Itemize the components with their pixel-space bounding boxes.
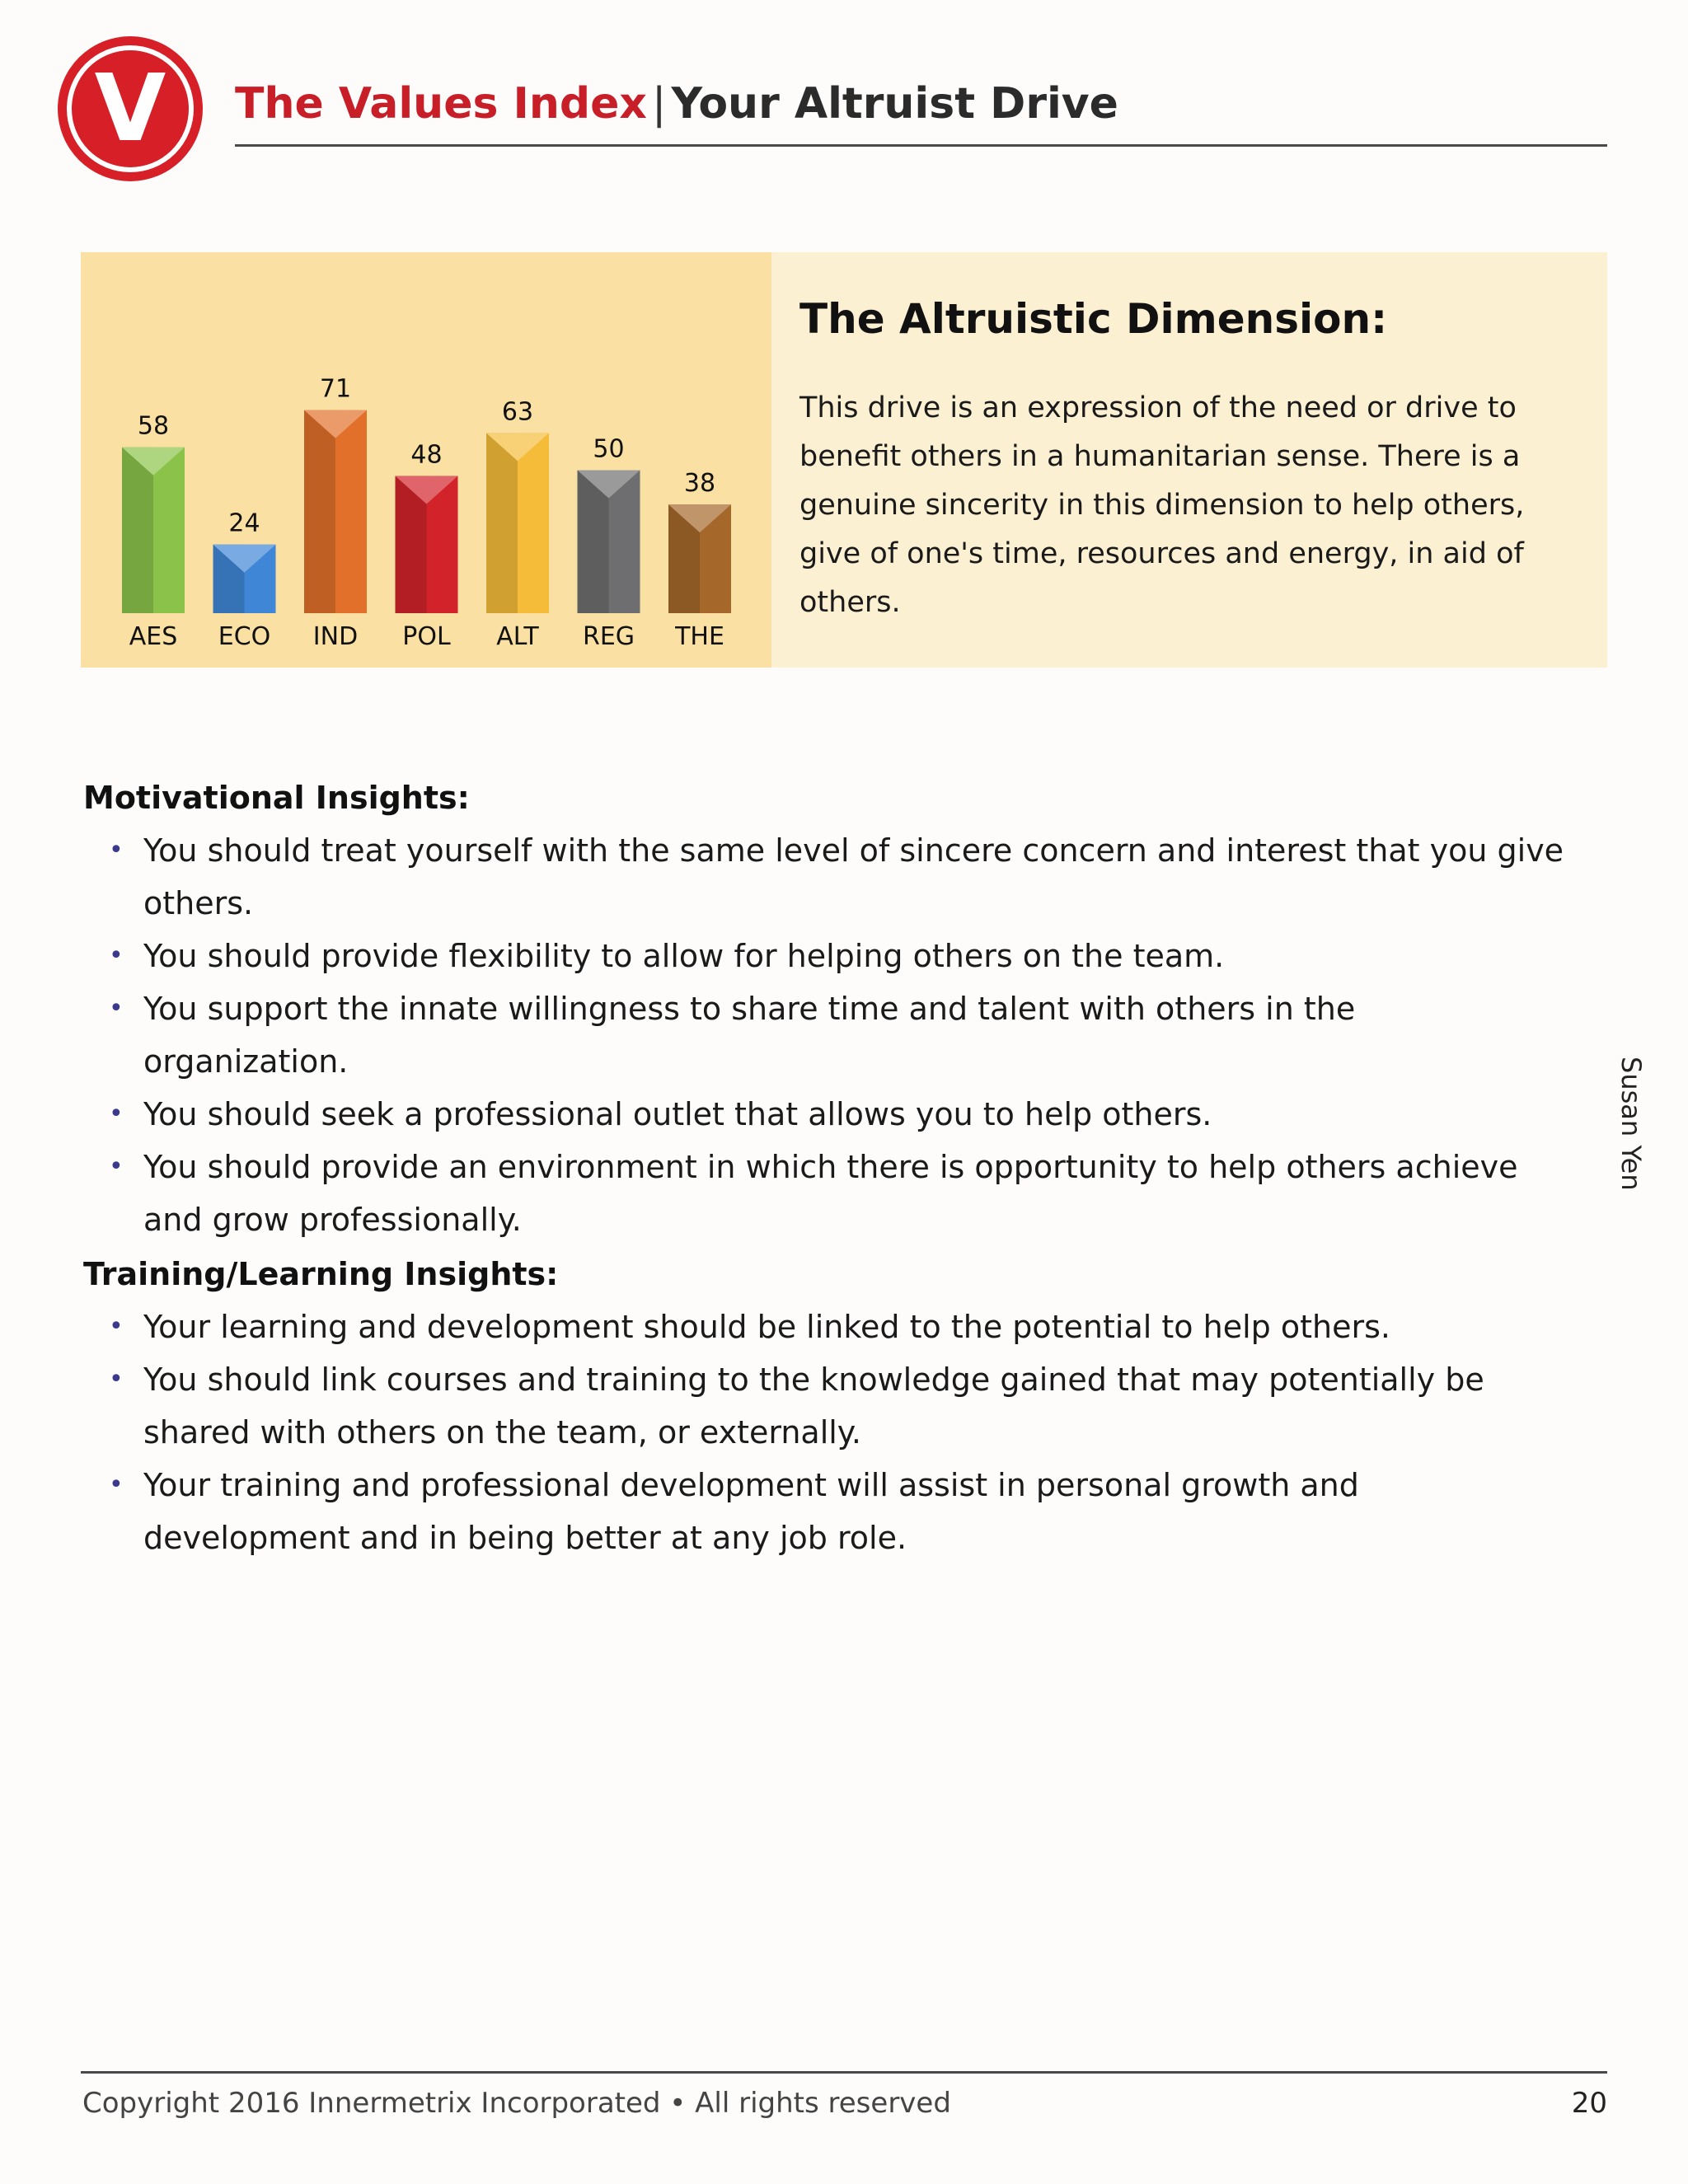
list-item: • You support the innate willingness to share time and talent with others in the organization. xyxy=(83,982,1567,1088)
bar-value-label: 58 xyxy=(137,411,170,441)
description-area xyxy=(771,252,1607,668)
bullet-icon: • xyxy=(109,1470,124,1499)
bar-value-label: 50 xyxy=(593,434,625,464)
bullet-icon: • xyxy=(109,941,124,970)
training-list xyxy=(83,1301,1567,1564)
respondent-name: Susan Yen xyxy=(1615,1057,1647,1191)
training-title: Training/Learning Insights: xyxy=(83,1256,559,1292)
header-rule xyxy=(235,144,1607,147)
bar-left-face xyxy=(304,410,335,613)
bar-value-label: 63 xyxy=(501,397,534,427)
list-item: • You should provide flexibility to allow for helping others on the team. xyxy=(83,930,1567,982)
chart-area xyxy=(81,252,771,668)
bar-right-face xyxy=(153,448,185,613)
bar-left-face xyxy=(122,448,153,613)
dimension-panel xyxy=(81,252,1607,668)
bullet-icon: • xyxy=(109,836,124,865)
list-item: • You should treat yourself with the same level of sincere concern and interest that you give others. xyxy=(83,824,1567,930)
bullet-icon: • xyxy=(109,994,124,1023)
title-separator: | xyxy=(651,79,667,129)
list-item: • Your learning and development should be linked to the potential to help others. xyxy=(83,1301,1567,1353)
category-label: REG xyxy=(582,622,635,651)
training-insights xyxy=(83,1248,1567,1564)
brand-title: The Values Index xyxy=(235,79,647,129)
category-label: THE xyxy=(675,622,724,651)
bullet-icon: • xyxy=(109,1365,124,1394)
bar-right-face xyxy=(335,410,367,613)
category-label: IND xyxy=(312,622,359,651)
bar-value-label: 48 xyxy=(410,440,443,470)
values-index-logo xyxy=(56,35,204,183)
section-title: Your Altruist Drive xyxy=(671,79,1118,129)
footer-rule xyxy=(81,2071,1607,2074)
values-bar-chart xyxy=(81,252,771,668)
bar-left-face xyxy=(486,433,518,613)
category-label: POL xyxy=(402,622,451,651)
logo-letter: V xyxy=(94,55,166,162)
motivational-title: Motivational Insights: xyxy=(83,780,470,816)
list-item: • Your training and professional development will assist in personal growth and development and in being better at any job role. xyxy=(83,1459,1567,1564)
motivational-list xyxy=(83,824,1567,1246)
list-item: • You should link courses and training to the knowledge gained that may potentially be shared with others on the team, or externally. xyxy=(83,1353,1567,1459)
page-title xyxy=(235,74,1118,134)
copyright-text: Copyright 2016 Innermetrix Incorporated • All rights reserved xyxy=(82,2087,951,2120)
category-label: AES xyxy=(129,622,178,651)
bullet-icon: • xyxy=(109,1312,124,1341)
bullet-icon: • xyxy=(109,1099,124,1128)
bullet-icon: • xyxy=(109,1152,124,1181)
bar-value-label: 38 xyxy=(683,469,716,499)
bar-right-face xyxy=(518,433,549,613)
list-item: • You should seek a professional outlet that allows you to help others. xyxy=(83,1088,1567,1141)
page-number: 20 xyxy=(1571,2087,1607,2120)
motivational-insights xyxy=(83,771,1567,1246)
category-label: ECO xyxy=(218,622,271,651)
dimension-description: This drive is an expression of the need or drive to benefit others in a humanitarian sense. There is a genuine sincerity in this dimension to help others, give of one's time, resources and energy, in aid of others. xyxy=(799,391,1525,619)
dimension-title: The Altruistic Dimension: xyxy=(799,295,1388,343)
category-label: ALT xyxy=(496,622,539,651)
bar-value-label: 71 xyxy=(319,374,352,404)
list-item: • You should provide an environment in which there is opportunity to help others achieve and grow professionally. xyxy=(83,1141,1567,1246)
bar-value-label: 24 xyxy=(228,509,260,538)
